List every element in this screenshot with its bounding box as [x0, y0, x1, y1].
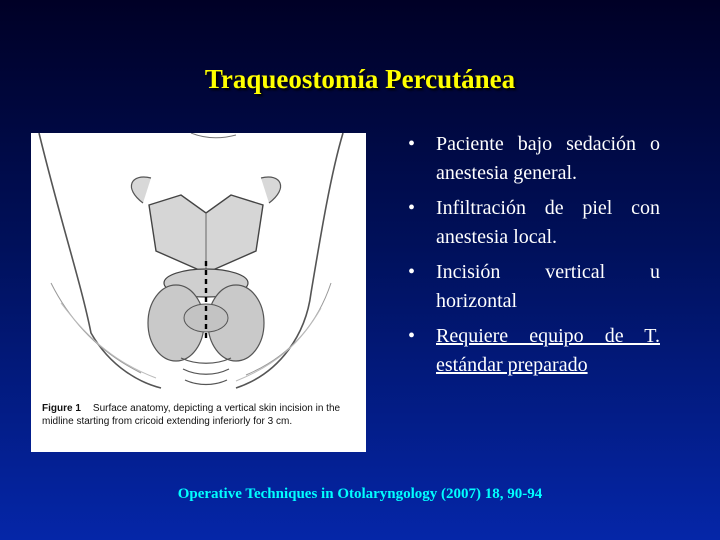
bullet-text: Infiltración de piel con anestesia local.	[436, 197, 660, 248]
citation: Operative Techniques in Otolaryngology (2007) 18, 90-94	[177, 486, 543, 502]
bullet-text: Requiere equipo de T. estándar preparado	[436, 325, 660, 376]
bullet-text: Incisión vertical u horizontal	[436, 261, 660, 312]
bullet-item	[408, 194, 660, 252]
figure-label: Figure 1	[42, 403, 81, 414]
figure-caption	[42, 402, 362, 428]
figure-caption-text: Surface anatomy, depicting a vertical skin incision in the midline starting from cricoid extending inferiorly for 3 cm.	[42, 403, 341, 427]
neck-anatomy-illustration	[31, 133, 366, 398]
bullet-list	[408, 130, 660, 386]
slide-title: Traqueostomía Percutánea	[204, 64, 516, 94]
bullet-item	[408, 130, 660, 188]
anatomy-figure	[31, 133, 366, 452]
bullet-item	[408, 258, 660, 316]
bullet-text: Paciente bajo sedación o anestesia general.	[436, 133, 660, 184]
bullet-item	[408, 322, 660, 380]
